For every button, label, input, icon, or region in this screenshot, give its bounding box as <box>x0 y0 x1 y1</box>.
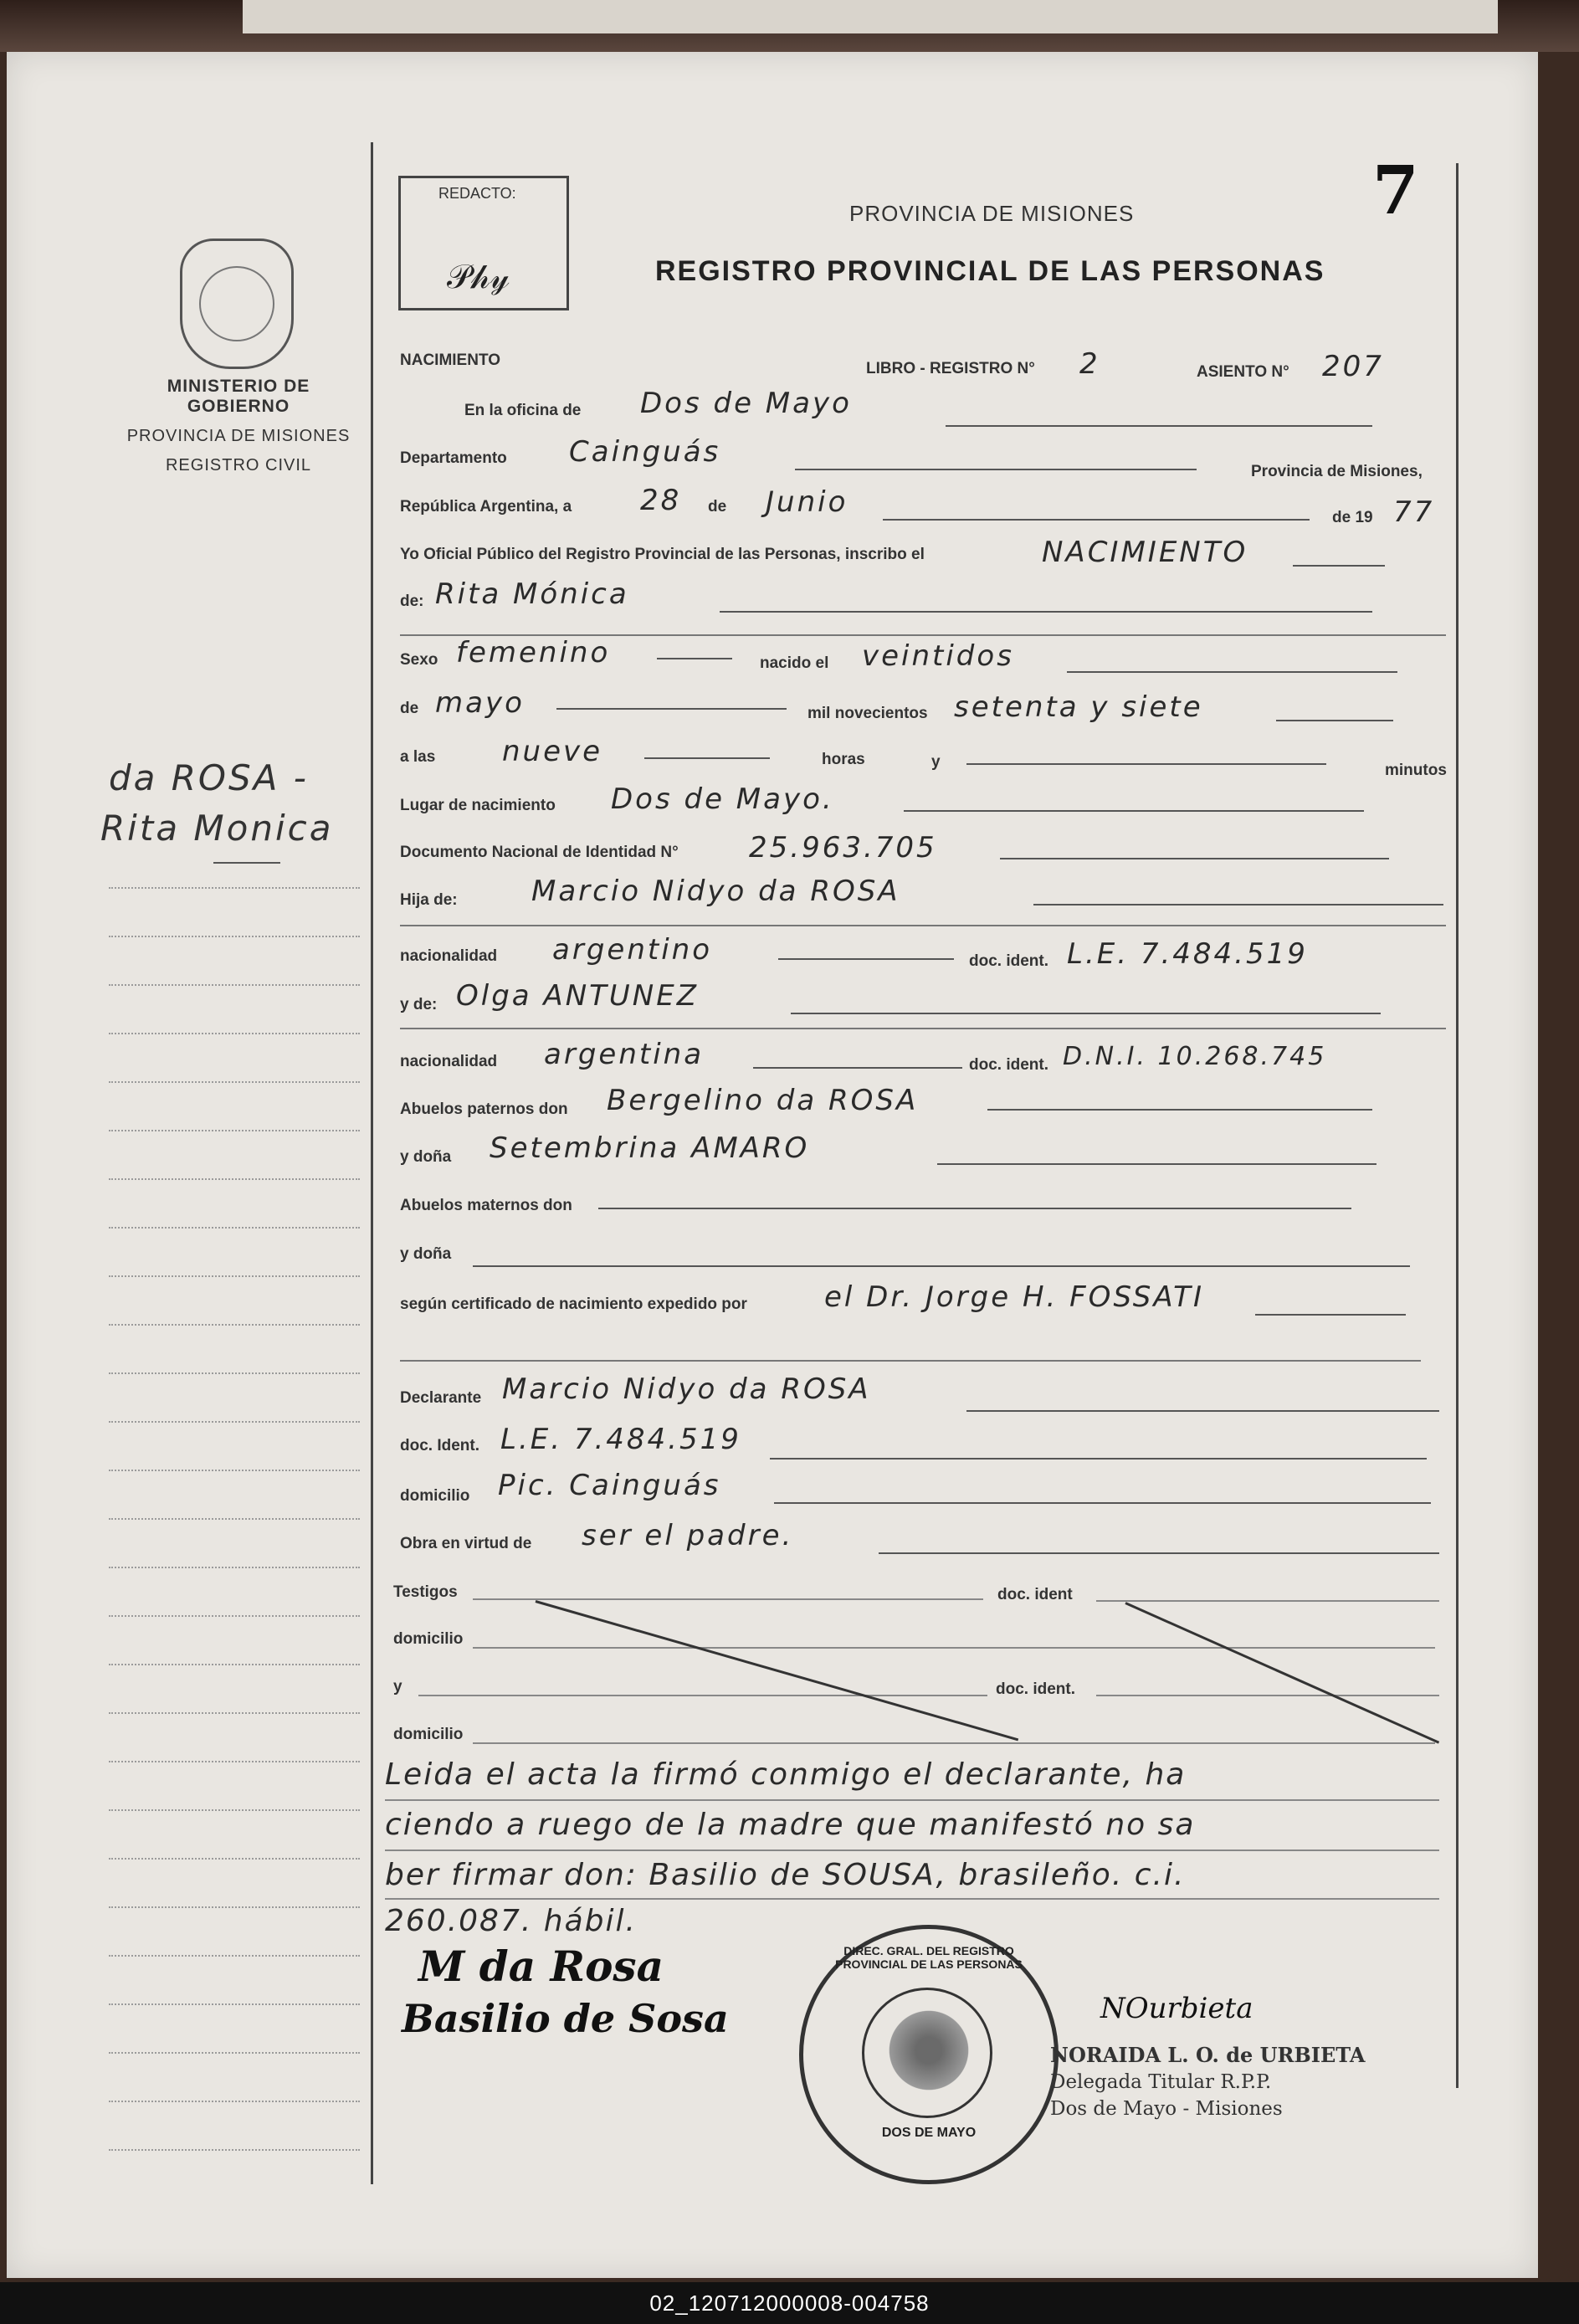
page-stack-edge <box>243 0 1498 33</box>
nac2-label: nacionalidad <box>400 1053 498 1070</box>
observation-line-2: ciendo a ruego de la madre que manifestó no sa <box>385 1808 1196 1842</box>
abuelo-pat-line <box>987 1109 1372 1111</box>
witness-signature: Basilio de Sosa <box>402 1996 729 2041</box>
nac1-value: argentino <box>552 933 712 967</box>
registry-heading: REGISTRO PROVINCIAL DE LAS PERSONAS <box>655 255 1325 287</box>
mil-label: mil novecientos <box>807 705 928 722</box>
margin-line <box>109 1858 360 1860</box>
docdecl-line <box>770 1458 1427 1460</box>
hora-value: nueve <box>502 735 603 768</box>
margin-line <box>109 1227 360 1229</box>
margin-line <box>109 1906 360 1909</box>
margin-line <box>109 887 360 890</box>
margin-line <box>109 1033 360 1035</box>
dia-value: 28 <box>640 484 682 517</box>
margin-line <box>109 1275 360 1278</box>
abuelos-pat-label: Abuelos paternos don <box>400 1100 568 1118</box>
segun-label: según certificado de nacimiento expedido por <box>400 1295 747 1313</box>
declarant-signature: M da Rosa <box>418 1942 664 1991</box>
testigos-line-3 <box>473 1647 1435 1649</box>
redacto-initials: 𝒫𝒽𝓎 <box>447 258 510 296</box>
ydona2-label: y doña <box>400 1245 452 1263</box>
nacido-label: nacido el <box>760 654 829 672</box>
abuelos-mat-line <box>598 1208 1351 1209</box>
margin-line <box>109 1809 360 1812</box>
domicilio-value: Pic. Cainguás <box>498 1469 721 1502</box>
book-edge <box>0 0 1579 52</box>
mes-nac-value: mayo <box>435 686 525 720</box>
departamento-line <box>795 469 1197 470</box>
redacto-label: REDACTO: <box>438 185 516 202</box>
nac1-label: nacionalidad <box>400 947 498 965</box>
abuela-pat-value: Setembrina AMARO <box>490 1131 810 1165</box>
abuelos-mat-label: Abuelos maternos don <box>400 1197 572 1214</box>
doc1-label: doc. ident. <box>969 952 1048 970</box>
ydona2-line <box>473 1265 1410 1267</box>
margin-line <box>109 1761 360 1763</box>
domicilio-t1-label: domicilio <box>393 1630 464 1648</box>
horas-label: horas <box>822 751 865 768</box>
madre-line <box>791 1013 1381 1014</box>
margin-line <box>109 1421 360 1424</box>
margin-line <box>109 2149 360 2152</box>
margin-line <box>109 1518 360 1521</box>
official-title: Delegada Titular R.P.P. <box>1050 2071 1272 2093</box>
obra-label: Obra en virtud de <box>400 1535 532 1552</box>
seal-inner-text: DOS DE MAYO <box>881 2126 977 2140</box>
margin-line <box>109 1130 360 1132</box>
padre-value: Marcio Nidyo da ROSA <box>531 875 900 908</box>
nacimiento-label: NACIMIENTO <box>400 351 500 369</box>
anio-nac-value: setenta y siete <box>954 690 1203 724</box>
testigos-line-5 <box>1096 1695 1439 1696</box>
margin-line <box>109 2052 360 2055</box>
margin-line <box>109 1615 360 1618</box>
provincial-crest-icon <box>180 239 294 369</box>
oficina-value: Dos de Mayo <box>640 387 852 420</box>
observation-line-3: ber firmar don: Basilio de SOUSA, brasileño. c.i. <box>385 1858 1186 1892</box>
oficina-label: En la oficina de <box>464 402 582 419</box>
margin-line <box>109 1664 360 1666</box>
abuelo-pat-value: Bergelino da ROSA <box>607 1084 919 1117</box>
ministry-block <box>117 377 360 485</box>
official-block <box>1050 2042 1365 2122</box>
domicilio-line <box>774 1502 1431 1504</box>
margin-line <box>109 1955 360 1957</box>
margin-line <box>109 1567 360 1569</box>
segun-line-2 <box>400 1360 1421 1362</box>
nombre-value: Rita Mónica <box>435 577 629 611</box>
testigos-line <box>473 1598 983 1600</box>
domicilio-t2-label: domicilio <box>393 1726 464 1743</box>
inscribo-value: NACIMIENTO <box>1042 536 1248 569</box>
republica-label: República Argentina, a <box>400 498 572 516</box>
margin-line <box>109 1712 360 1715</box>
padre-line <box>1033 904 1443 905</box>
lugar-value: Dos de Mayo. <box>611 782 834 816</box>
docident-t2-label: doc. ident. <box>996 1680 1075 1698</box>
testigos-line-6 <box>473 1742 1435 1744</box>
yde-label: y de: <box>400 996 438 1013</box>
obra-value: ser el padre. <box>582 1519 794 1552</box>
nac2-value: argentina <box>544 1038 705 1071</box>
margin-line <box>109 1081 360 1084</box>
testigos-line-2 <box>1096 1600 1439 1602</box>
nac2-line <box>753 1067 962 1069</box>
declarante-value: Marcio Nidyo da ROSA <box>502 1372 871 1406</box>
domicilio-label: domicilio <box>400 1487 470 1505</box>
yo-label: Yo Oficial Público del Registro Provincial de las Personas, inscribo el <box>400 546 925 563</box>
minutos-line <box>966 763 1326 765</box>
y-label: y <box>931 753 941 771</box>
oficina-line <box>946 425 1372 427</box>
hija-label: Hija de: <box>400 891 458 909</box>
docdecl-value: L.E. 7.484.519 <box>500 1423 741 1456</box>
provincia-label: Provincia de Misiones, <box>1251 463 1423 480</box>
hora-line <box>644 757 770 759</box>
observation-line-4: 260.087. hábil. <box>385 1904 637 1938</box>
testigos-line-4 <box>418 1695 987 1696</box>
left-margin-rule <box>371 142 373 2184</box>
ministry-line3: REGISTRO CIVIL <box>165 456 312 475</box>
margin-underline <box>213 862 280 864</box>
y-t-label: y <box>393 1678 402 1696</box>
footer-code: 02_120712000008-004758 <box>649 2291 930 2316</box>
ministry-line2: PROVINCIA DE MISIONES <box>126 427 351 445</box>
margin-surname: da ROSA - <box>109 757 309 798</box>
abuela-pat-line <box>937 1163 1376 1165</box>
mes-value: Junio <box>766 485 848 519</box>
redacto-box <box>398 176 569 310</box>
anio-label: de 19 <box>1332 509 1373 526</box>
footer-bar <box>0 2282 1579 2324</box>
doc1-value: L.E. 7.484.519 <box>1067 937 1308 971</box>
seal-text: DIREC. GRAL. DEL REGISTRO PROVINCIAL DE LAS PERSONAS <box>835 1944 1023 1971</box>
dni-line <box>1000 858 1389 859</box>
anio-nac-line <box>1276 720 1393 721</box>
declarante-label: Declarante <box>400 1389 482 1407</box>
nombre-line <box>720 611 1372 613</box>
observation-rule-2 <box>385 1849 1439 1851</box>
doc2-label: doc. ident. <box>969 1056 1048 1074</box>
sexo-label: Sexo <box>400 651 438 669</box>
libro-value: 2 <box>1079 347 1100 381</box>
sexo-value: femenino <box>456 636 611 669</box>
official-name: NORAIDA L. O. de URBIETA <box>1050 2043 1366 2067</box>
ydona1-label: y doña <box>400 1148 452 1166</box>
inscribo-line <box>1293 565 1385 567</box>
mes-line <box>883 519 1310 521</box>
nac1-line <box>778 958 954 960</box>
de2-label: de: <box>400 593 424 610</box>
nacido-line <box>1067 671 1397 673</box>
observation-rule-3 <box>385 1898 1439 1900</box>
testigos-label: Testigos <box>393 1583 458 1601</box>
observation-rule-1 <box>385 1799 1439 1801</box>
margin-line <box>109 1470 360 1472</box>
de3-label: de <box>400 700 419 717</box>
asiento-value: 207 <box>1322 350 1384 383</box>
official-place: Dos de Mayo - Misiones <box>1050 2098 1283 2120</box>
dni-value: 25.963.705 <box>749 831 937 864</box>
official-signature: NOurbieta <box>1100 1992 1253 2025</box>
alas-label: a las <box>400 748 436 766</box>
docident-t1-label: doc. ident <box>997 1586 1073 1603</box>
madre-line-2 <box>400 1028 1446 1029</box>
margin-line <box>109 2003 360 2006</box>
de-label: de <box>708 498 727 516</box>
dni-label: Documento Nacional de Identidad N° <box>400 844 679 861</box>
margin-line <box>109 1324 360 1326</box>
registry-seal <box>799 1925 1059 2184</box>
segun-line <box>1255 1314 1406 1316</box>
lugar-label: Lugar de nacimiento <box>400 797 556 814</box>
margin-line <box>109 1178 360 1181</box>
right-margin-rule <box>1456 163 1459 2088</box>
margin-given-name: Rita Monica <box>100 808 334 849</box>
ministry-line1: MINISTERIO DE GOBIERNO <box>167 377 310 416</box>
margin-line <box>109 1372 360 1375</box>
departamento-label: Departamento <box>400 449 507 467</box>
seal-portrait-icon <box>887 2000 971 2101</box>
margin-line <box>109 984 360 987</box>
doc2-value: D.N.I. 10.268.745 <box>1063 1042 1327 1071</box>
asiento-label: ASIENTO N° <box>1197 363 1289 381</box>
page-number: 7 <box>1372 151 1419 229</box>
segun-value: el Dr. Jorge H. FOSSATI <box>824 1280 1204 1314</box>
nacido-value: veintidos <box>862 639 1014 673</box>
docdecl-label: doc. Ident. <box>400 1437 479 1454</box>
margin-line <box>109 936 360 938</box>
margin-line <box>109 2101 360 2103</box>
padre-line-2 <box>400 925 1446 926</box>
madre-value: Olga ANTUNEZ <box>456 979 699 1013</box>
province-heading: PROVINCIA DE MISIONES <box>849 201 1135 226</box>
libro-label: LIBRO - REGISTRO N° <box>866 360 1035 377</box>
departamento-value: Cainguás <box>569 435 721 469</box>
observation-line-1: Leida el acta la firmó conmigo el declarante, ha <box>385 1757 1187 1792</box>
sexo-line <box>657 658 732 659</box>
minutos-label: minutos <box>1385 762 1447 779</box>
mes-nac-line <box>556 708 787 710</box>
anio-value: 77 <box>1393 495 1435 529</box>
declarante-line <box>966 1410 1439 1412</box>
lugar-line <box>904 810 1364 812</box>
obra-line <box>879 1552 1439 1554</box>
